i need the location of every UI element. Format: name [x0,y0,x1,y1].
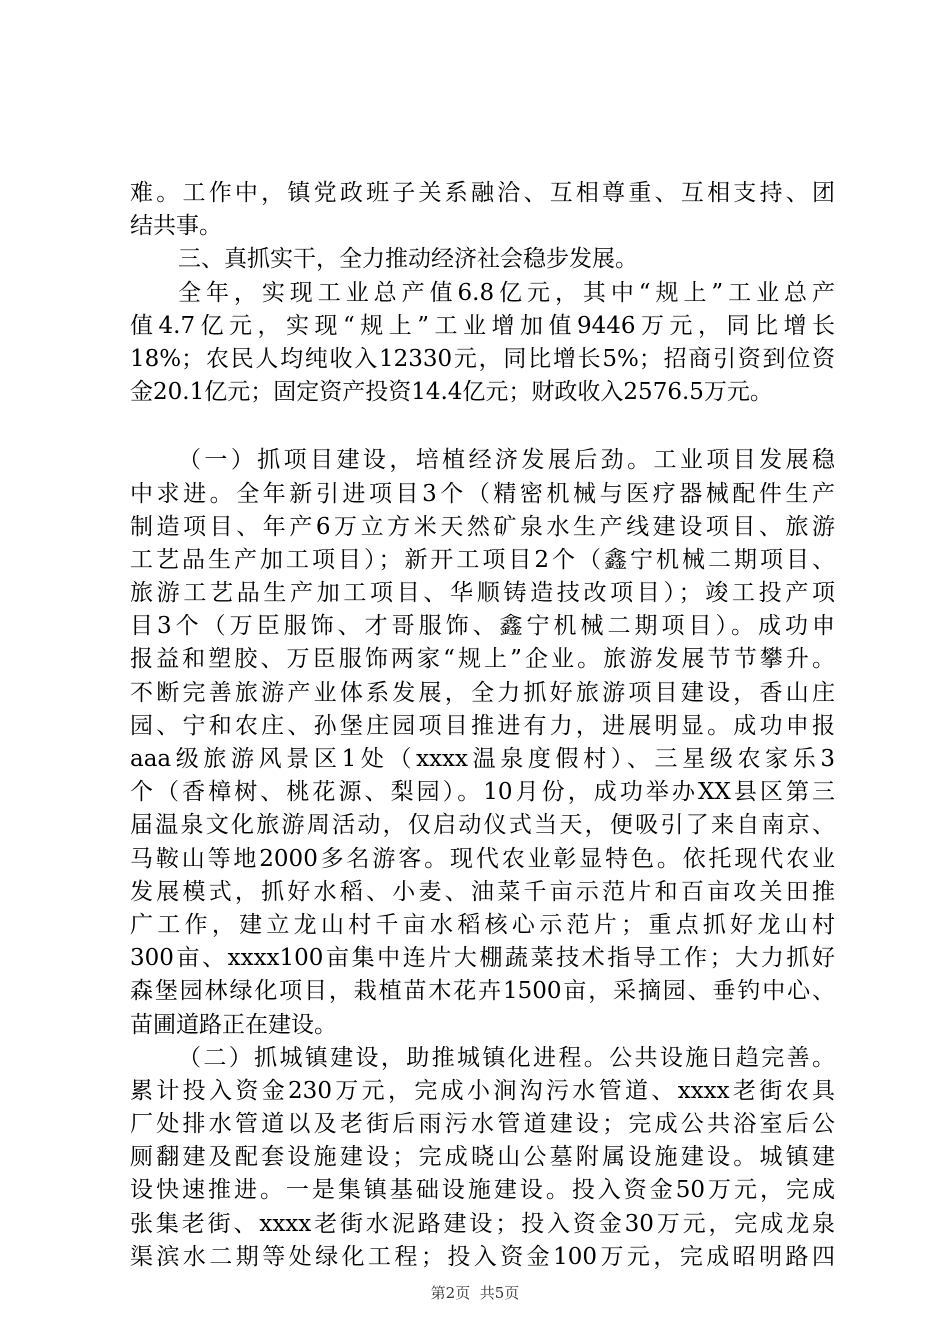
page-total: 共5页 [479,1284,520,1302]
text-line: 报益和塑胶、万臣服饰两家“规上”企业。旅游发展节节攀升。 [130,646,835,673]
text-line: 不断完善旅游产业体系发展，全力抓好旅游项目建设，香山庄 [130,679,835,706]
text-line: 制造项目、年产6万立方米天然矿泉水生产线建设项目、旅游 [130,513,835,540]
text-line: 全年，实现工业总产值6.8亿元，其中“规上”工业总产 [178,279,835,306]
text-line: 厂处排水管道以及老街后雨污水管道建设；完成公共浴室后公 [130,1111,835,1138]
text-line: （二）抓城镇建设，助推城镇化进程。公共设施日趋完善。 [178,1044,835,1071]
text-line: aaa级旅游风景区1处（xxxx温泉度假村）、三星级农家乐3 [130,746,835,772]
text-line: 发展模式，抓好水稻、小麦、油菜千亩示范片和百亩攻关田推 [130,878,835,905]
text-line: 旅游工艺品生产加工项目、华顺铸造技改项目）；竣工投产项 [130,580,835,607]
page-footer [0,1283,950,1303]
text-line: 园、宁和农庄、孙堡庄园项目推进有力，进展明显。成功申报 [130,712,835,739]
document-body [130,177,835,1274]
text-line: 结共事。 [130,213,222,240]
text-line: 届温泉文化旅游周活动，仅启动仪式当天，便吸引了来自南京、 [130,812,835,839]
text-line: 目3个（万臣服饰、才哥服饰、鑫宁机械二期项目）。成功申 [130,613,835,640]
text-line: 300亩、xxxx100亩集中连片大棚蔬菜技术指导工作；大力抓好 [130,945,835,972]
text-line: 苗圃道路正在建设。 [130,1011,337,1038]
text-line: 个（香樟树、桃花源、梨园）。10月份，成功举办XX县区第三 [130,779,835,806]
section-heading: 三、真抓实干，全力推动经济社会稳步发展。 [178,246,638,273]
text-line: 值4.7亿元，实现“规上”工业增加值9446万元，同比增长 [130,312,835,339]
text-line: 广工作，建立龙山村千亩水稻核心示范片；重点抓好龙山村 [130,911,835,938]
text-line: 厕翻建及配套设施建设；完成晓山公墓附属设施建设。城镇建 [130,1144,835,1171]
text-line: 设快速推进。一是集镇基础设施建设。投入资金50万元，完成 [130,1177,835,1204]
text-line: 马鞍山等地2000多名游客。现代农业彰显特色。依托现代农业 [130,845,835,872]
page-number: 第2页 [430,1284,471,1302]
text-line: 森堡园林绿化项目，栽植苗木花卉1500亩，采摘园、垂钓中心、 [130,978,835,1005]
paragraph-gap [130,409,835,444]
text-line: 难。工作中，镇党政班子关系融洽、互相尊重、互相支持、团 [130,180,835,206]
text-line: 渠滨水二期等处绿化工程；投入资金100万元，完成昭明路四 [130,1243,835,1270]
text-line: 中求进。全年新引进项目3个（精密机械与医疗器械配件生产 [130,480,835,507]
text-line: 18%；农民人均纯收入12330元，同比增长5%；招商引资到位资 [130,345,835,372]
text-line: 工艺品生产加工项目）；新开工项目2个（鑫宁机械二期项目、 [130,546,835,573]
text-line: 金20.1亿元；固定资产投资14.4亿元；财政收入2576.5万元。 [130,379,773,406]
text-line: 张集老街、xxxx老街水泥路建设；投入资金30万元，完成龙泉 [130,1210,835,1237]
text-line: 累计投入资金230万元，完成小涧沟污水管道、xxxx老街农具 [130,1077,835,1104]
text-line: （一）抓项目建设，培植经济发展后劲。工业项目发展稳 [178,447,835,474]
